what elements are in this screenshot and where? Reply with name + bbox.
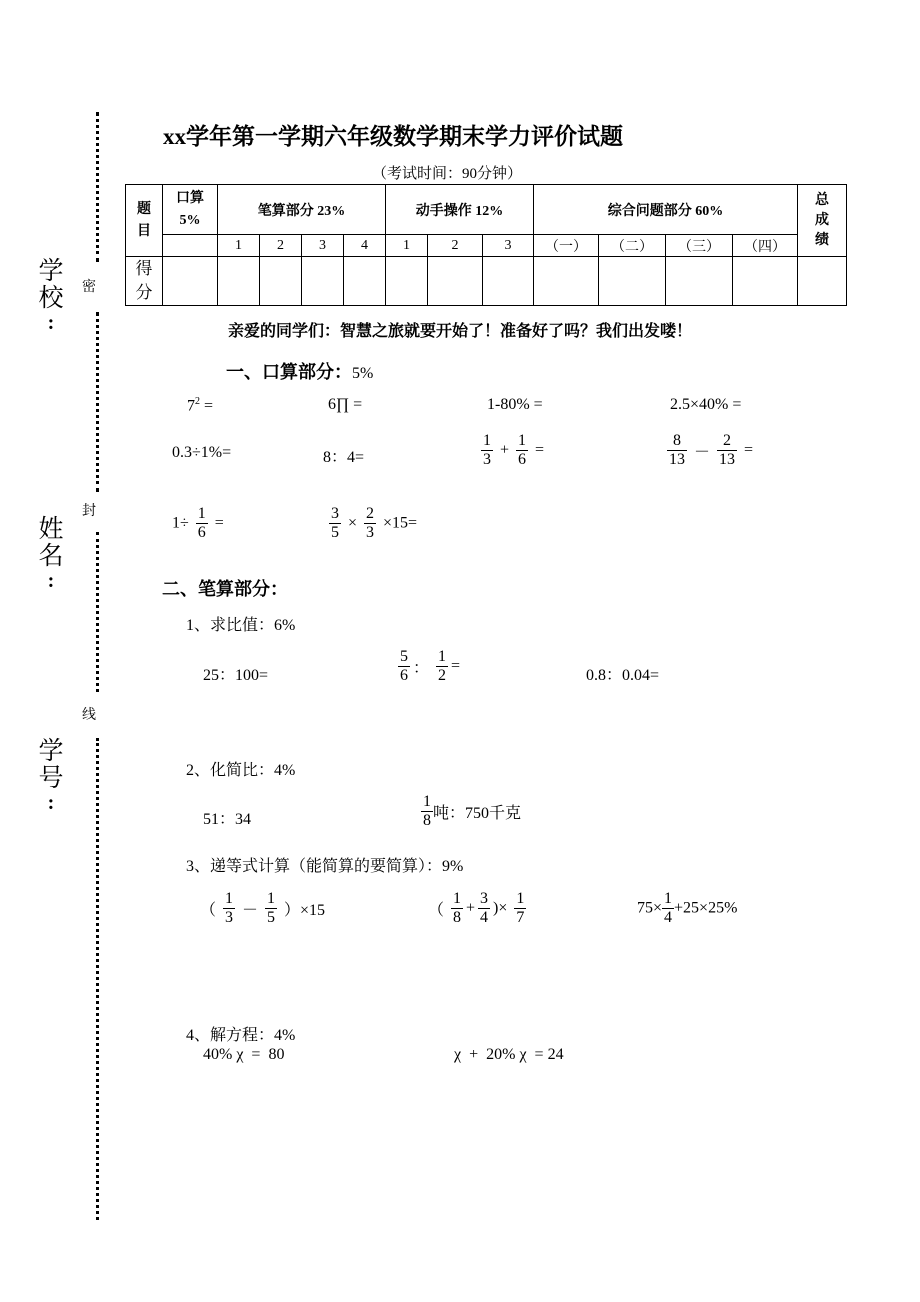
q3-c-den: 4 <box>664 909 673 926</box>
score-table <box>125 184 847 306</box>
score-cell-written-4[interactable] <box>344 257 386 306</box>
greeting: 亲爱的同学们：智慧之旅就要开始了！准备好了吗？我们出发喽！ <box>227 323 692 340</box>
q3-b-den1: 8 <box>453 909 462 926</box>
section-oral-title: 一、口算部分： <box>226 362 352 382</box>
name-label-char2: 名 <box>38 543 64 570</box>
oral-sub-blank <box>163 235 218 257</box>
seal-dotted-line-1 <box>96 112 99 262</box>
q3-a-tail: ）×15 <box>284 902 326 919</box>
exam-duration: （考试时间：90分钟） <box>372 166 523 182</box>
header-oral-weight: 5% <box>179 212 201 228</box>
q3-b-mid: )× <box>493 899 508 917</box>
header-oral <box>163 185 218 235</box>
oral-j-den1: 5 <box>331 524 339 541</box>
oral-g-num2: 1 <box>518 432 527 449</box>
seal-char-mi: 密 <box>82 280 96 295</box>
student-number-label <box>36 738 66 817</box>
score-cell-total[interactable] <box>798 257 847 306</box>
oral-j-num2: 2 <box>366 505 375 522</box>
q1-b-eq: = <box>451 657 461 675</box>
oral-g-num1: 1 <box>483 432 491 449</box>
oral-g-op: + <box>500 441 510 459</box>
oral-h-frac1 <box>667 432 687 469</box>
name-label <box>36 516 66 595</box>
section-oral-weight: 5% <box>352 365 374 382</box>
oral-i-num: 1 <box>197 505 206 522</box>
oral-j-frac1 <box>329 505 341 542</box>
score-row-label <box>126 257 163 306</box>
header-comprehensive: 综合问题部分 60% <box>534 185 798 235</box>
q3-a-den1: 3 <box>225 909 234 926</box>
q1-item-a: 25：100= <box>203 667 269 684</box>
q4-item-a: 40% χ = 80 <box>203 1046 285 1063</box>
oral-g-den2: 6 <box>518 451 527 468</box>
comp-sub-2: （二） <box>599 235 666 257</box>
oral-h-num1: 8 <box>667 432 687 451</box>
oral-h-frac2 <box>717 432 737 469</box>
score-cell-hands-3[interactable] <box>483 257 534 306</box>
q3-label: 3、递等式计算（能简算的要简算）：9% <box>186 858 464 875</box>
oral-h-op: － <box>694 444 711 461</box>
seal-dotted-line-4 <box>96 738 99 1220</box>
hands-sub-1: 1 <box>386 235 428 257</box>
score-cell-written-2[interactable] <box>260 257 302 306</box>
seal-dotted-line-3 <box>96 532 99 692</box>
oral-item-i <box>172 505 224 542</box>
header-written: 笔算部分 23% <box>218 185 386 235</box>
score-cell-comp-3[interactable] <box>666 257 733 306</box>
oral-j-tail: ×15= <box>383 514 418 532</box>
comp-sub-3: （三） <box>666 235 733 257</box>
q2-b-tail: 吨：750千克 <box>433 805 522 822</box>
q3-item-a <box>200 890 325 927</box>
oral-a-base: 7 <box>187 397 195 415</box>
oral-item-h <box>664 432 753 469</box>
oral-j-op: × <box>348 514 358 532</box>
comp-sub-4: （四） <box>733 235 798 257</box>
q1-b-frac2 <box>436 648 448 685</box>
score-cell-comp-4[interactable] <box>733 257 798 306</box>
hands-sub-2: 2 <box>428 235 483 257</box>
q3-a-frac1 <box>223 890 235 927</box>
q1-b-den1: 6 <box>400 667 408 684</box>
hands-sub-3: 3 <box>483 235 534 257</box>
exam-title: xx学年第一学期六年级数学期末学力评价试题 <box>163 124 623 149</box>
q3-a-den2: 5 <box>267 909 276 926</box>
q2-b-num: 1 <box>423 793 431 810</box>
q2-b-den: 8 <box>423 812 431 829</box>
oral-j-num1: 3 <box>331 505 339 522</box>
oral-i-den: 6 <box>197 524 206 541</box>
score-cell-written-3[interactable] <box>302 257 344 306</box>
oral-g-den1: 3 <box>483 451 491 468</box>
seal-char-xian: 线 <box>82 708 96 723</box>
section-written-heading: 二、笔算部分： <box>162 579 288 599</box>
q3-b-frac3 <box>514 890 526 927</box>
q3-b-den3: 7 <box>516 909 525 926</box>
header-topic <box>126 185 163 257</box>
oral-h-den1: 13 <box>669 451 685 468</box>
q3-b-den2: 4 <box>480 909 489 926</box>
q2-b-frac <box>421 793 433 830</box>
q3-a-num2: 1 <box>267 890 276 907</box>
oral-item-e: 0.3÷1%= <box>172 444 232 461</box>
oral-a-equals: = <box>200 397 214 415</box>
q4-label: 4、解方程：4% <box>186 1027 296 1044</box>
name-label-colon: : <box>47 570 55 592</box>
school-label-colon: : <box>47 312 55 334</box>
q3-a-num1: 1 <box>225 890 234 907</box>
oral-i-frac <box>196 505 208 542</box>
q1-label: 1、求比值：6% <box>186 617 296 634</box>
q3-c-tail: +25×25% <box>674 899 738 917</box>
oral-g-frac1 <box>481 432 493 469</box>
q1-b-frac1 <box>398 648 410 685</box>
name-label-char1: 姓 <box>38 516 64 543</box>
q2-item-b <box>421 793 521 830</box>
q2-label: 2、化简比：4% <box>186 762 296 779</box>
header-topic-char1: 题 <box>137 201 151 217</box>
oral-j-frac2 <box>364 505 376 542</box>
school-label-char1: 学 <box>38 258 64 285</box>
seal-char-feng: 封 <box>82 504 96 519</box>
q2-item-a: 51：34 <box>203 811 252 828</box>
q3-item-c <box>637 890 737 927</box>
q1-b-num2: 1 <box>438 648 447 665</box>
score-cell-written-1[interactable] <box>218 257 260 306</box>
header-total-char2: 成 <box>815 212 829 228</box>
oral-g-frac2 <box>516 432 528 469</box>
q3-a-op: － <box>242 902 259 919</box>
header-total-char1: 总 <box>815 192 829 208</box>
q3-b-num1: 1 <box>453 890 462 907</box>
written-sub-4: 4 <box>344 235 386 257</box>
q3-b-frac2 <box>478 890 490 927</box>
score-cell-comp-1[interactable] <box>534 257 599 306</box>
score-cell-hands-1[interactable] <box>386 257 428 306</box>
q1-b-num1: 5 <box>400 648 408 665</box>
header-total-char3: 绩 <box>815 232 829 248</box>
header-total <box>798 185 847 257</box>
q3-item-b <box>428 890 529 927</box>
oral-i-pre: 1÷ <box>172 514 189 532</box>
oral-h-num2: 2 <box>717 432 737 451</box>
q1-item-c: 0.8：0.04= <box>586 667 660 684</box>
oral-item-d: 2.5×40% = <box>670 396 742 413</box>
q1-item-b <box>395 648 460 685</box>
oral-a-exponent: 2 <box>195 396 200 407</box>
oral-item-f: 8：4= <box>323 449 365 466</box>
student-number-char2: 号 <box>38 765 64 792</box>
q1-b-den2: 2 <box>438 667 447 684</box>
student-number-char1: 学 <box>38 738 64 765</box>
q3-c-num: 1 <box>664 890 673 907</box>
written-sub-1: 1 <box>218 235 260 257</box>
q3-b-frac1 <box>451 890 463 927</box>
oral-item-b: 6∏ = <box>328 396 363 413</box>
q3-b-num2: 3 <box>480 890 489 907</box>
q3-a-frac2 <box>265 890 277 927</box>
score-cell-hands-2[interactable] <box>428 257 483 306</box>
score-cell-comp-2[interactable] <box>599 257 666 306</box>
oral-item-j <box>326 505 417 542</box>
q1-b-colon: ： <box>413 660 430 677</box>
school-label-char2: 校 <box>38 285 64 312</box>
comp-sub-1: （一） <box>534 235 599 257</box>
section-oral-heading <box>226 358 373 384</box>
oral-h-eq: = <box>744 441 754 459</box>
oral-i-eq: = <box>214 514 224 532</box>
header-topic-char2: 目 <box>137 223 151 239</box>
score-cell-oral[interactable] <box>163 257 218 306</box>
oral-item-a <box>187 396 213 415</box>
q4-item-b: χ + 20% χ = 24 <box>454 1046 564 1063</box>
written-sub-2: 2 <box>260 235 302 257</box>
q3-b-lparen: （ <box>428 902 445 919</box>
oral-item-g <box>478 432 544 469</box>
oral-item-c: 1-80% = <box>487 396 543 413</box>
oral-j-den2: 3 <box>366 524 375 541</box>
oral-h-den2: 13 <box>719 451 736 468</box>
q3-c-frac <box>662 890 674 927</box>
header-oral-label: 口算 <box>176 190 204 206</box>
oral-g-eq: = <box>535 441 545 459</box>
q3-a-lparen: （ <box>200 902 217 919</box>
score-row-label-char1: 得 <box>135 259 153 278</box>
q3-c-pre: 75× <box>637 899 663 917</box>
written-sub-3: 3 <box>302 235 344 257</box>
score-row-label-char2: 分 <box>135 283 153 302</box>
q3-b-op: + <box>466 899 476 917</box>
q3-b-num3: 1 <box>516 890 525 907</box>
student-number-colon: : <box>47 792 55 814</box>
header-hands-on: 动手操作 12% <box>386 185 534 235</box>
